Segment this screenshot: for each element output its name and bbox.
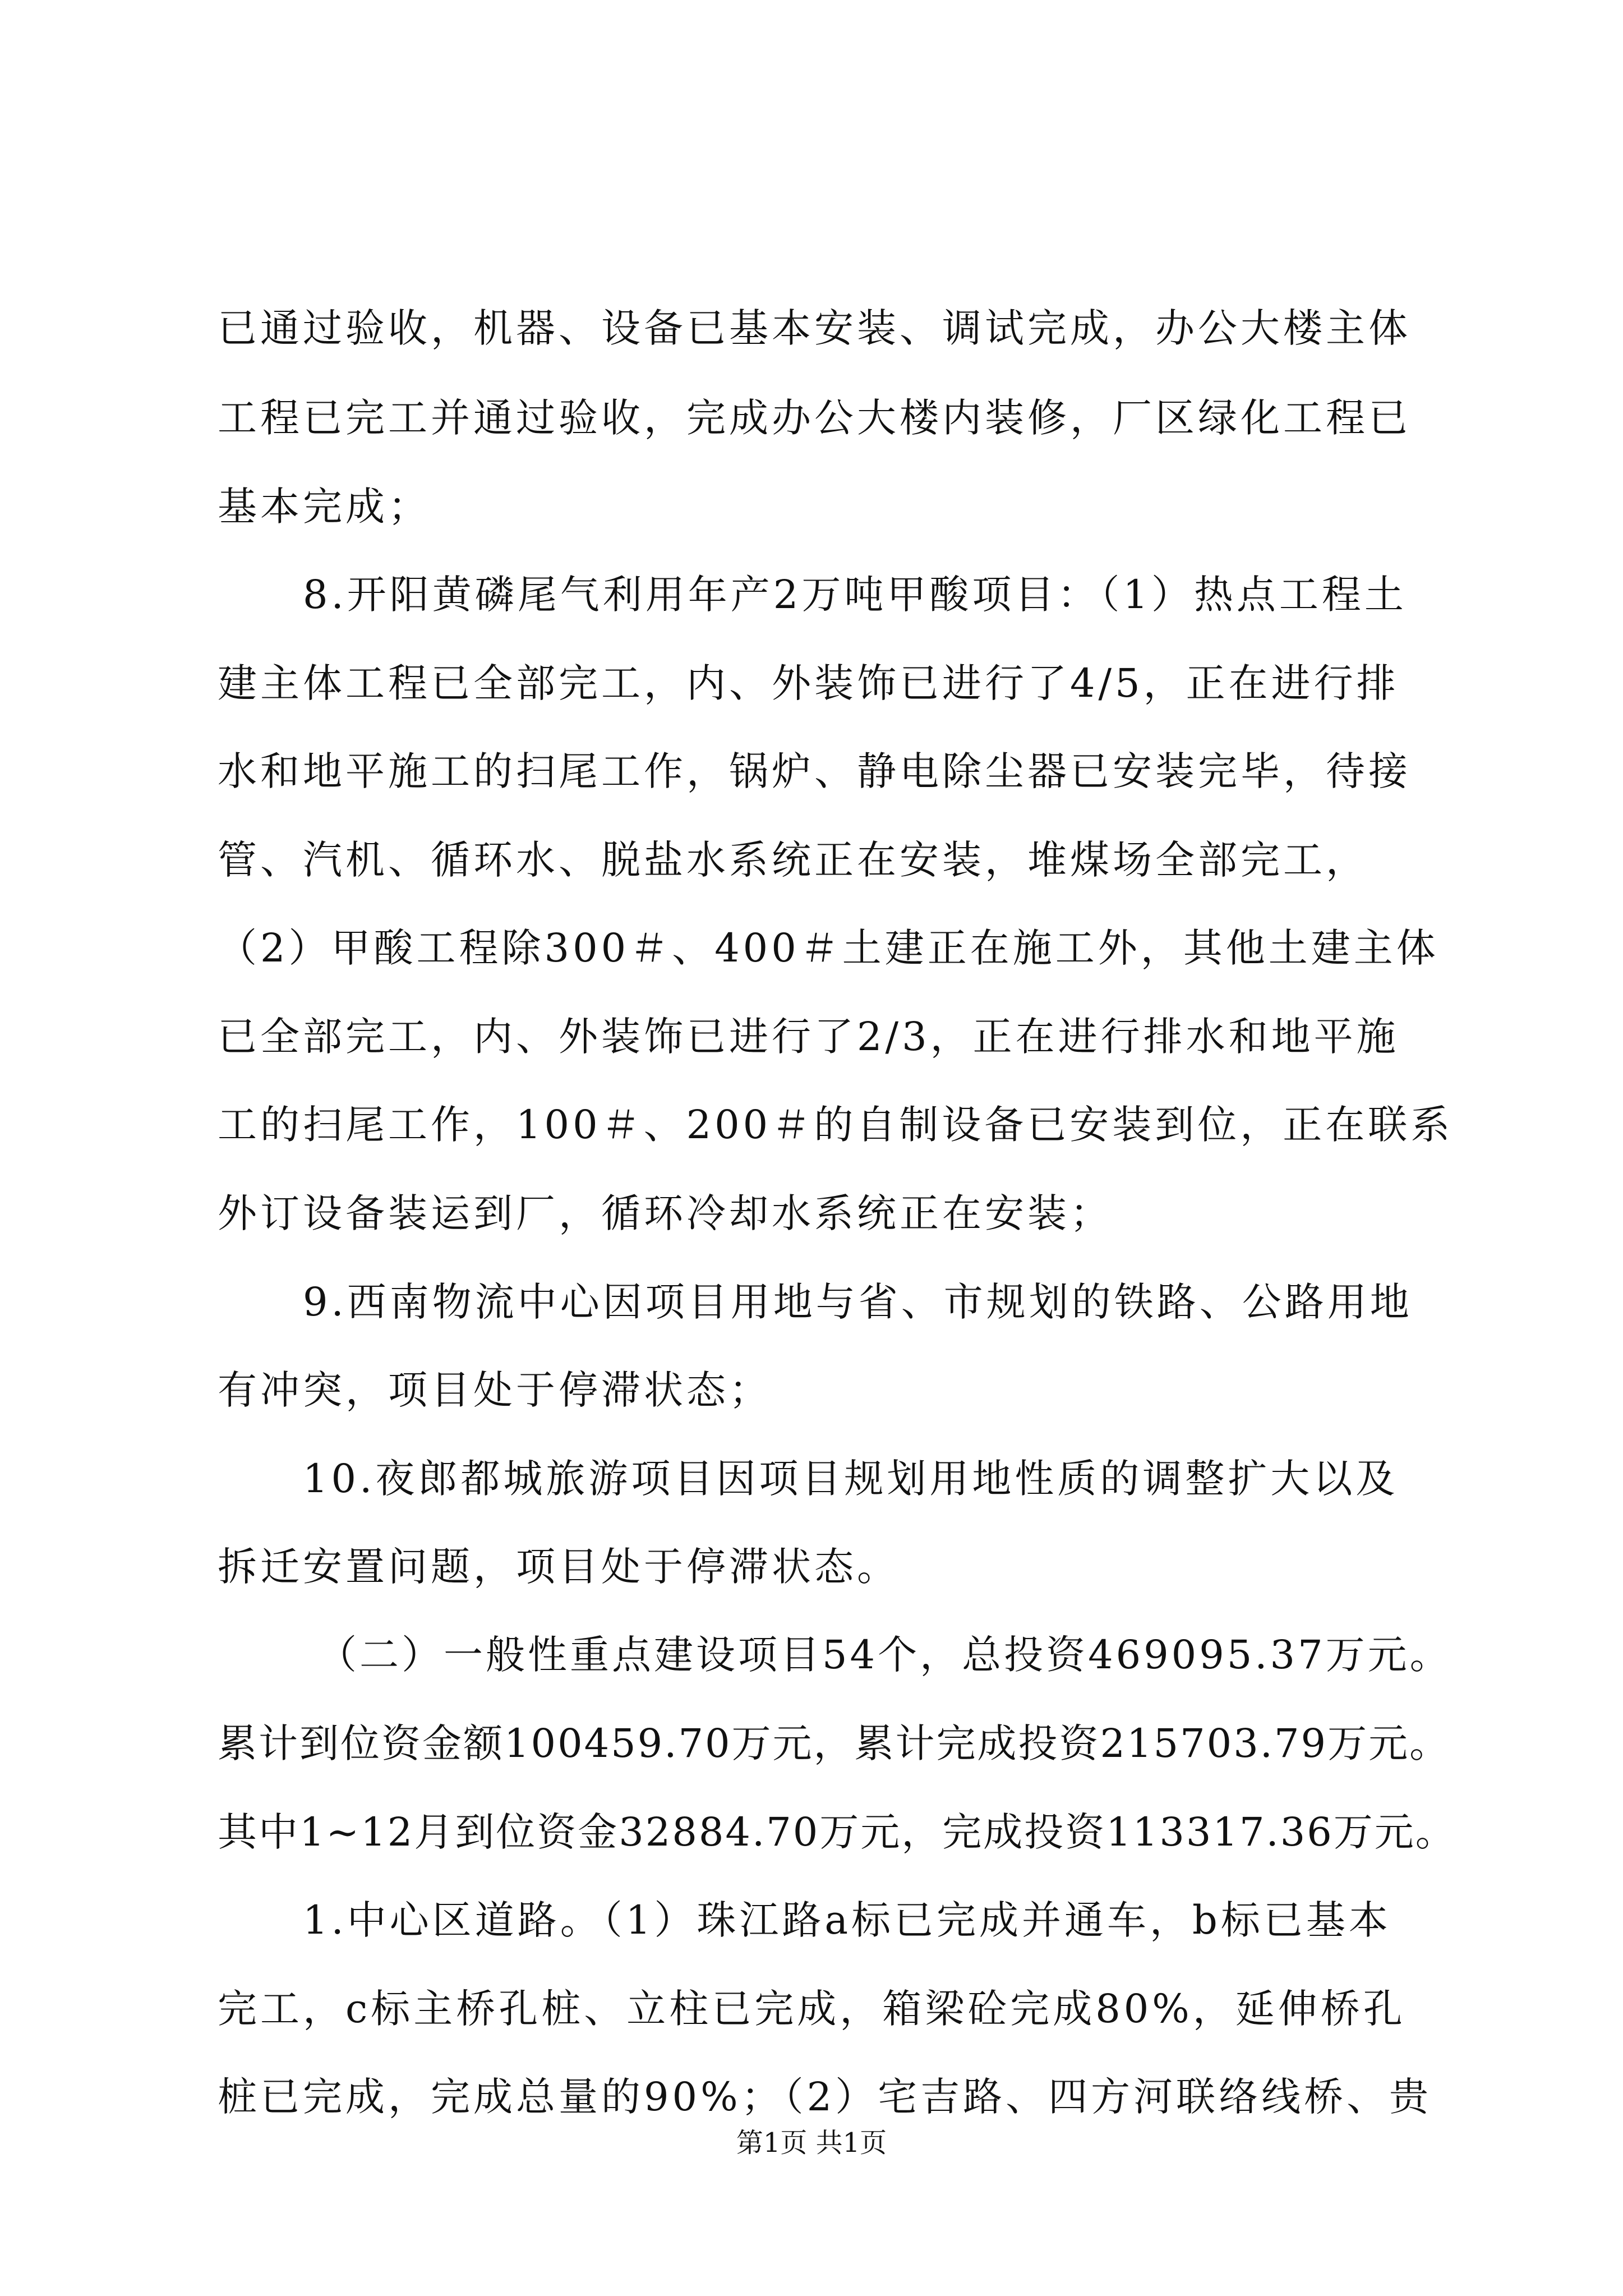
text-line: 基本完成； (218, 484, 431, 530)
text-line: 已全部完工，内、外装饰已进行了2/3，正在进行排水和地平施 (218, 1014, 1399, 1060)
paragraph-start-line: 8.开阳黄磷尾气利用年产2万吨甲酸项目：（1）热点工程土 (303, 572, 1407, 618)
text-line: 拆迁安置问题，项目处于停滞状态。 (218, 1544, 900, 1590)
text-line: 桩已完成，完成总量的90%；（2）宅吉路、四方河联络线桥、贵 (218, 2074, 1432, 2120)
text-line: 工程已完工并通过验收，完成办公大楼内装修，厂区绿化工程已 (218, 395, 1411, 441)
text-line: 其中1~12月到位资金32884.70万元，完成投资113317.36万元。 (218, 1809, 1456, 1855)
paragraph-start-line: 9.西南物流中心因项目用地与省、市规划的铁路、公路用地 (303, 1279, 1413, 1325)
text-line: 完工，c标主桥孔桩、立柱已完成，箱梁砼完成80%，延伸桥孔 (218, 1986, 1406, 2032)
text-line: 已通过验收，机器、设备已基本安装、调试完成，办公大楼主体 (218, 305, 1411, 351)
text-line: 外订设备装运到厂，循环冷却水系统正在安装； (218, 1190, 1113, 1236)
text-line: 管、汽机、循环水、脱盐水系统正在安装，堆煤场全部完工， (218, 837, 1368, 883)
text-line: 工的扫尾工作，100＃、200＃的自制设备已安装到位，正在联系 (218, 1102, 1454, 1148)
paragraph-start-line: （二）一般性重点建设项目54个，总投资469095.37万元。 (317, 1632, 1452, 1678)
text-line: 有冲突，项目处于停滞状态； (218, 1367, 772, 1413)
text-line: （2）甲酸工程除300＃、400＃土建正在施工外，其他土建主体 (218, 925, 1439, 971)
page-footer: 第1页 共1页 (736, 2127, 887, 2159)
text-line: 累计到位资金额100459.70万元，累计完成投资215703.79万元。 (218, 1720, 1451, 1766)
text-line: 水和地平施工的扫尾工作，锅炉、静电除尘器已安装完毕，待接 (218, 748, 1411, 794)
text-line: 建主体工程已全部完工，内、外装饰已进行了4/5，正在进行排 (218, 660, 1399, 706)
paragraph-start-line: 1.中心区道路。（1）珠江路a标已完成并通车，b标已基本 (303, 1897, 1391, 1943)
paragraph-start-line: 10.夜郎都城旅游项目因项目规划用地性质的调整扩大以及 (303, 1456, 1399, 1502)
